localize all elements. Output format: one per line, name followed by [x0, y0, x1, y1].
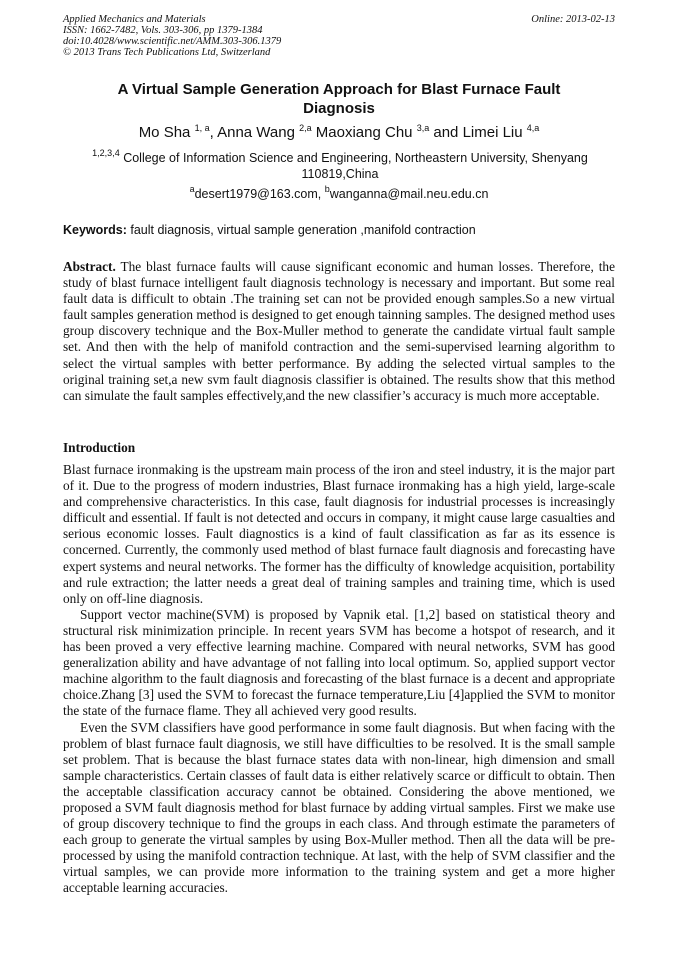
copyright-line: © 2013 Trans Tech Publications Ltd, Switzerland	[63, 47, 271, 58]
author-emails	[63, 186, 615, 202]
abstract-label: Abstract.	[63, 259, 116, 274]
journal-name: Applied Mechanics and Materials	[63, 14, 206, 25]
affiliation-text: College of Information Science and Engineering, Northeastern University, Shenyang 110819,China	[123, 151, 588, 181]
keywords	[63, 222, 615, 238]
email-a: desert1979@163.com,	[194, 187, 325, 201]
email-mark-b: b	[324, 184, 330, 194]
issn-line: ISSN: 1662-7482, Vols. 303-306, pp 1379-1384	[63, 25, 263, 36]
affiliation-mark: 1,2,3,4	[92, 148, 120, 158]
introduction-body	[63, 462, 615, 897]
paragraph: Blast furnace ironmaking is the upstream main process of the iron and steel industry, it is the major part of it. Due to the progress of modern industries, Blast furnace ironmaking has a high yield, large-scale and comprehensive characteristics. In this case, fault diagnosis for industrial processes is increasingly difficult and essential. If fault is not detected and occurs in company, it might cause large casualties and serious economic losses. Fault diagnostics is a kind of fault classification as far as its essence is concerned. Currently, the commonly used method of blast furnace fault diagnosis and forecasting have expert systems and neural networks. The former has the difficulty of knowledge acquisition, portability and rule extraction; the latter needs a great deal of training samples and training time, which is used only on off-line diagnosis.	[63, 462, 615, 606]
author-affiliation-mark: 4,a	[526, 123, 540, 133]
section-heading-introduction: Introduction	[63, 440, 136, 455]
doi-line: doi:10.4028/www.scientific.net/AMM.303-306.1379	[63, 36, 282, 47]
author-separator: and	[429, 124, 463, 141]
keywords-label: Keywords:	[63, 223, 127, 237]
abstract-text: The blast furnace faults will cause significant economic and human losses. Therefore, the study of blast furnace intelligent fault diagnosis technology is necessary and important. But some real fault data is difficult to obtain .The training set can not be provided enough samples.So a new virtual fault samples generation method is designed to get enough tainning samples. The designed method uses group discovery technique and the Box-Muller method to generate the candidate virtual fault sample set. And then with the help of manifold contraction and the semi-supervised learning algorithm to select the virtual samples with better performance. By adding the selected virtual samples to the original training set,a new svm fault diagnosis classifier is obtained. The results show that this method can simulate the fault samples effectively,and the new classifier’s accuracy is much more acceptable.	[63, 259, 615, 403]
author-name: Limei Liu	[462, 124, 523, 141]
author-name: Mo Sha	[138, 124, 191, 141]
author-name: Maoxiang Chu	[315, 124, 413, 141]
paper-title: A Virtual Sample Generation Approach for Blast Furnace Fault Diagnosis	[117, 81, 561, 117]
author-list	[63, 122, 615, 144]
abstract	[63, 259, 615, 404]
author-affiliation-mark: 3,a	[416, 123, 430, 133]
author-affiliation-mark: 1, a	[194, 123, 210, 133]
author-separator: ,	[209, 124, 218, 141]
online-date: Online: 2013-02-13	[531, 14, 615, 25]
keywords-text: fault diagnosis, virtual sample generation ,manifold contraction	[126, 223, 476, 237]
author-affiliation-mark: 2,a	[299, 123, 312, 133]
journal-header	[63, 14, 615, 58]
email-b: wanganna@mail.neu.edu.cn	[329, 187, 489, 201]
paragraph: Support vector machine(SVM) is proposed by Vapnik etal. [1,2] based on statistical theory and structural risk minimization principle. In recent years SVM has become a hotspot of research, and it has been proved a very effective learning machine. Compared with neural networks, SVM has good generalization ability and have advantage of not falling into local optimum. So, applied support vector machine algorithm to the fault diagnosis and forecasting of the blast furnace is a decent and appropriate choice.Zhang [3] used the SVM to forecast the furnace temperature,Liu [4]applied the SVM to monitor the state of the furnace flame. They all achieved very good results.	[63, 606, 615, 719]
affiliation	[80, 150, 600, 182]
paragraph: Even the SVM classifiers have good performance in some fault diagnosis. But when facing with the problem of blast furnace fault diagnosis, we still have difficulties to be resolved. It is the small sample set problem. That is because the blast furnace states data with non-linear, high dimension and small sample characteristics. Certain classes of fault data is either relatively scarce or difficult to obtain. Then the acceptable classification accuracy cannot be obtained. Considering the above mentioned, we proposed a SVM fault diagnosis method for blast furnace by adding virtual samples. First we make use of group discovery technique to find the groups in each class. And through estimate the parameters of each group to generate the virtual samples by using Box-Muller method. Then all the data will be pre-processed by using the manifold contraction technique. At last, with the help of SVM classifier and the virtual samples, we can provide more information to the training system and get a more higher acceptable learning accuracies.	[63, 719, 615, 896]
author-name: Anna Wang	[217, 124, 295, 141]
email-mark-a: a	[189, 184, 195, 194]
